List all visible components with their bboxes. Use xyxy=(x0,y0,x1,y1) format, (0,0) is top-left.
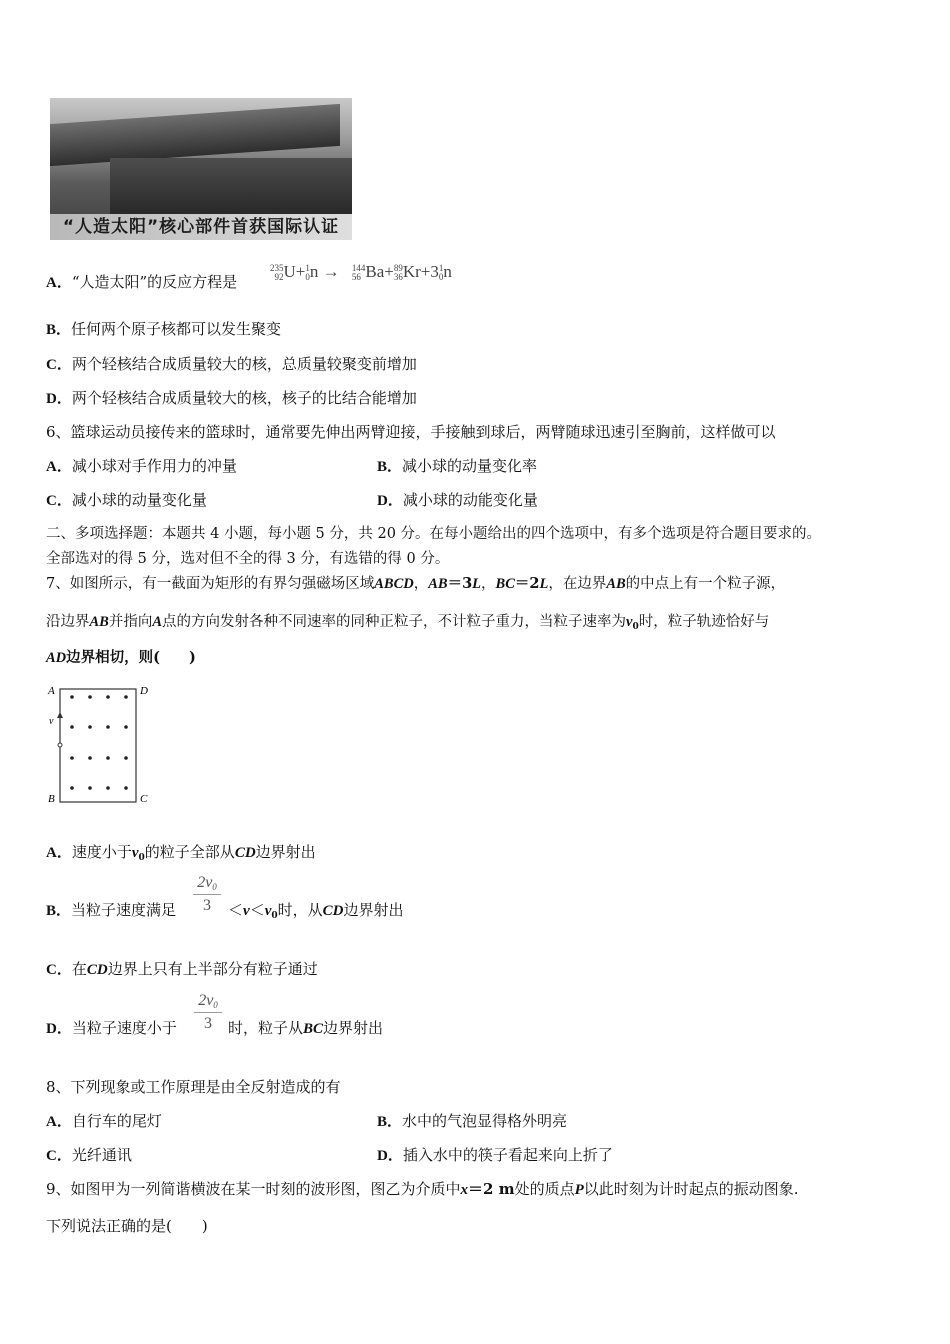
q7-option-d-fraction: 2v0 3 xyxy=(194,992,222,1033)
q7-option-a: A．速度小于$v_0$的粒子全部从CD边界射出 xyxy=(46,843,316,863)
field-dots xyxy=(70,695,128,790)
q7-stem-line1: 7、如图所示，有一截面为矩形的有界匀强磁场区域ABCD，AB＝3L，BC＝2L，在边界AB的中点上有一个粒子源， xyxy=(46,575,786,592)
q9-stem-line1: 9、如图甲为一列简谐横波在某一时刻的波形图，图乙为介质中x＝2 m处的质点P以此时刻为计时起点的振动图象. xyxy=(46,1180,799,1198)
q7-option-b: B．当粒子速度满足 xyxy=(46,901,177,919)
q8-option-a: A．自行车的尾灯 xyxy=(46,1112,162,1130)
section2-heading-line2: 全部选对的得 5 分，选对但不全的得 3 分，有选错的得 0 分。 xyxy=(46,551,450,567)
q8-stem: 8、下列现象或工作原理是由全反射造成的有 xyxy=(46,1078,341,1096)
q5-reaction-equation: 235 92 U+ 1 0 n → 144 56 Ba+ 89 36 Kr+3 1 0 n xyxy=(270,262,452,283)
photo-component-base xyxy=(110,158,352,218)
photo-component-beam xyxy=(50,104,340,166)
q8-option-b: B．水中的气泡显得格外明亮 xyxy=(377,1112,568,1130)
q7-magnetic-field-figure xyxy=(44,680,160,810)
reactor-photo xyxy=(50,98,352,240)
q7-stem-line2: 沿边界AB并指向A点的方向发射各种不同速率的同种正粒子，不计粒子重力，当粒子速率为$v_0$时，粒子轨迹恰好与 xyxy=(46,614,770,632)
label-B: B xyxy=(48,793,55,805)
q7-option-c: C．在CD边界上只有上半部分有粒子通过 xyxy=(46,960,318,978)
q7-option-b-fraction: 2v0 3 xyxy=(193,874,221,915)
q6-option-b: B．减小球的动量变化率 xyxy=(377,457,538,475)
q5-option-b: B．任何两个原子核都可以发生聚变 xyxy=(46,320,282,338)
q5-option-d: D．两个轻核结合成质量较大的核，核子的比结合能增加 xyxy=(46,389,417,407)
q5-option-c: C．两个轻核结合成质量较大的核，总质量较聚变前增加 xyxy=(46,355,417,373)
q8-option-c: C．光纤通讯 xyxy=(46,1146,132,1164)
field-rectangle xyxy=(60,689,136,802)
section2-heading-line1: 二、多项选择题：本题共 4 小题，每小题 5 分，共 20 分。在每小题给出的四个选项中，有多个选项是符合题目要求的。 xyxy=(46,526,822,542)
label-C: C xyxy=(140,793,148,805)
q6-option-d: D．减小球的动能变化量 xyxy=(377,491,538,509)
q6-option-a: A．减小球对手作用力的冲量 xyxy=(46,457,237,475)
q7-stem-line3: AD边界相切，则( ) xyxy=(46,649,196,666)
photo-caption: “人造太阳”核心部件首获国际认证 xyxy=(50,214,352,240)
q7-option-d: D．当粒子速度小于 xyxy=(46,1019,177,1037)
label-v: v xyxy=(49,716,54,727)
q5-option-a: A．“人造太阳”的反应方程是 xyxy=(46,273,238,291)
q9-stem-line2: 下列说法正确的是( ) xyxy=(46,1217,208,1235)
q6-option-c: C．减小球的动量变化量 xyxy=(46,491,207,509)
label-D: D xyxy=(140,685,148,697)
q7-option-d-rest: 时，粒子从BC边界射出 xyxy=(228,1019,384,1037)
particle-source xyxy=(58,743,62,747)
q8-option-d: D．插入水中的筷子看起来向上折了 xyxy=(377,1146,613,1164)
label-A: A xyxy=(48,685,55,697)
q6-stem: 6、篮球运动员接传来的篮球时，通常要先伸出两臂迎接，手接触到球后，两臂随球迅速引至胸前，这样做可以 xyxy=(46,423,776,441)
q7-option-b-rest: $<v<v_0$时，从CD边界射出 xyxy=(228,901,404,921)
